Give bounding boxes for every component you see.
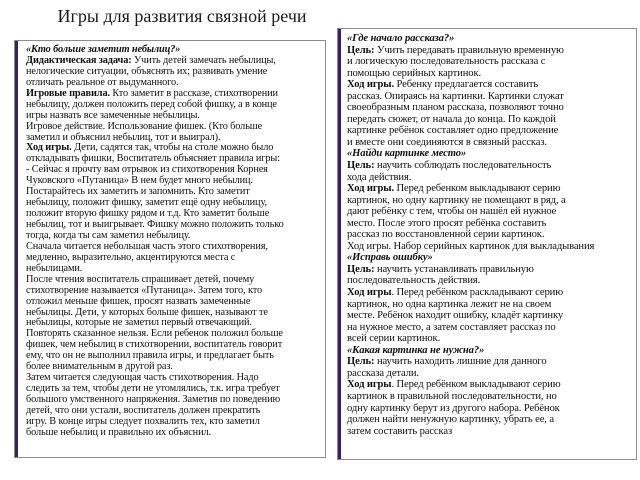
left-text-run: фишек, чем небылиц в стихотворении, воспитатель говорит: [26, 339, 283, 351]
left-text-run: следить за тем, чтобы дети не утомлялись, т.к. игра требует: [26, 383, 280, 395]
left-text-run: небылицы. Дети, у которых больше фишек, называют те: [26, 306, 268, 318]
left-text-run: Постарайтесь их заметить и запомнить. Кто заметит: [26, 186, 250, 198]
right-text-run: дают ребёнку с тем, чтобы он нашёл ей нужное: [347, 206, 557, 218]
right-text-line: [347, 148, 631, 160]
right-text-run: хода действия.: [347, 171, 412, 183]
right-text-line: [347, 68, 631, 80]
right-text-run: рассказ по восстановленной серии картинок.: [347, 229, 545, 241]
right-text-line: [347, 403, 631, 415]
left-text-run: Повторять сказанное нельзя. Если ребенок положил больше: [26, 328, 283, 340]
page-title: Игры для развития связной речи: [57, 6, 307, 26]
left-text-run: Сначала читается небольшая часть этого стихотворения,: [26, 240, 268, 252]
right-text-run: месте. Ребёнок находит ошибку, кладёт картинку: [347, 310, 564, 322]
left-text-run: Дети, садятся так, чтобы на столе можно было: [74, 142, 274, 154]
right-text-line: [347, 56, 631, 68]
right-text-line: [347, 299, 631, 311]
right-heading-run: Ход игры: [347, 287, 392, 299]
left-text-run: детей, что они устали, воспитатель должен прекратить: [26, 404, 261, 416]
left-text-run: небылиц, тот и выигрывает. Фишку можно положить только: [26, 219, 284, 230]
left-text-run: Чуковского «Путаница» В нем будет много небылиц.: [26, 175, 253, 187]
right-text-run: место. После этого просят ребёнка составить: [347, 217, 547, 229]
right-text-run: научить устанавливать правильную: [376, 263, 534, 275]
left-text-run: отложил меньше фишек, просят назвать замеченные: [26, 295, 251, 307]
right-text-line: [347, 206, 631, 218]
left-text-run: игры назвать все замеченные небылицы.: [26, 109, 200, 121]
right-text-line: [347, 91, 631, 103]
right-heading-run: «Исправь ошибку»: [347, 252, 433, 264]
left-text-line: [26, 428, 319, 439]
right-text-run: всей серии картинок.: [347, 333, 441, 345]
right-text-line: [347, 160, 631, 172]
right-text-line: [347, 79, 631, 91]
right-text-line: [347, 426, 631, 438]
right-heading-run: Ход игры.: [347, 183, 397, 195]
page-bottom-margin: [0, 465, 640, 480]
right-text-run: должен найти ненужную картинку, убрать ее, а: [347, 414, 554, 426]
left-heading-run: «Кто больше заметит небылиц?»: [26, 44, 181, 55]
right-text-line: [347, 391, 631, 403]
right-text-run: Перед ребенком выкладывают серию: [396, 183, 561, 195]
left-text-run: Учить детей замечать небылицы,: [134, 54, 276, 66]
right-text-line: [347, 172, 631, 184]
right-text-run: картинок, но одну картинку не помещают в ряд, а: [347, 194, 566, 206]
right-text-line: [347, 102, 631, 114]
right-text-line: [347, 137, 631, 149]
right-text-run: последовательность действия.: [347, 275, 481, 287]
left-text-run: медленно, выразительно, акцентируются места с: [26, 251, 236, 263]
left-text-run: откладывать фишки, Воспитатель объясняет правила игры:: [26, 153, 280, 165]
right-text-line: [347, 218, 631, 230]
left-text-run: Игровое действие. Использование фишек. (Кто больше: [26, 120, 263, 132]
left-text-run: небылицу, должен положить перед собой фишку, а в конце: [26, 98, 277, 110]
right-text-run: . Перед ребёнком раскладывают серию: [391, 287, 563, 299]
right-text-line: [347, 241, 631, 253]
left-text-run: После чтения воспитатель спрашивает детей, почему: [26, 273, 255, 285]
right-card-body: [338, 29, 636, 459]
right-text-line: [347, 310, 631, 322]
right-text-run: на нужное место, а затем составляет рассказ по: [347, 321, 556, 333]
left-text-run: - Сейчас я прочту вам отрывок из стихотворения Корнея: [26, 164, 268, 176]
right-text-run: Ребенку предлагается составить: [396, 79, 539, 91]
right-text-run: одну картинку берут из другого набора. Ребёнок: [347, 402, 560, 414]
right-text-line: [347, 322, 631, 334]
right-text-run: помощью серийных картинок.: [347, 67, 482, 79]
right-text-run: своеобразным планом рассказа, позволяют точно: [347, 102, 564, 114]
left-text-run: нелогические ситуации, объяснять их; развивать умение: [26, 65, 268, 77]
right-text-line: [347, 356, 631, 368]
right-text-line: [347, 333, 631, 345]
right-text-run: затем составить рассказ: [347, 425, 453, 437]
right-text-line: [347, 368, 631, 380]
right-text-run: Учить передавать правильную временную: [376, 44, 564, 56]
left-text-run: более внимательным в другой раз.: [26, 361, 173, 373]
right-heading-run: Ход игры: [347, 379, 392, 391]
right-game-card: [337, 28, 637, 460]
right-heading-run: «Какая картинка не нужна?»: [347, 344, 485, 356]
left-text-run: больше небылиц и правильно их объяснил.: [26, 426, 211, 438]
right-text-run: картинок в правильной последовательности, но: [347, 390, 557, 402]
left-text-run: небылицы, которые не заметил первый отвечающий.: [26, 317, 252, 329]
left-text-run: небылицу, положит фишку, заметит ещё одну небылицу,: [26, 197, 267, 209]
right-text-line: [347, 195, 631, 207]
left-game-card: [14, 40, 326, 458]
right-text-line: [347, 183, 631, 195]
right-heading-run: Цель:: [347, 356, 377, 368]
left-text-run: тогда, когда ты сам заметил небылицу.: [26, 229, 191, 241]
left-heading-run: Дидактическая задача:: [26, 54, 134, 66]
right-heading-run: Цель:: [347, 160, 377, 172]
left-text-run: положит вторую фишку рядом и т.д. Кто заметит больше: [26, 208, 270, 220]
right-text-line: [347, 114, 631, 126]
right-text-line: [347, 252, 631, 264]
right-text-line: [347, 229, 631, 241]
right-card-text: [347, 33, 631, 437]
right-text-run: и вместе они соединяются в связный рассказ.: [347, 136, 547, 148]
right-text-run: . Перед ребёнком выкладывают серию: [391, 379, 561, 391]
right-heading-run: Ход игры.: [347, 79, 397, 91]
left-heading-run: Игровые правила.: [26, 87, 113, 99]
right-text-run: рассказ. Опираясь на картинки. Картинки служат: [347, 90, 564, 102]
right-heading-run: «Где начало рассказа?»: [347, 33, 455, 44]
right-text-line: [347, 287, 631, 299]
left-heading-run: Ход игры.: [26, 142, 75, 154]
right-text-run: картинке ребёнок составляет одно предложение: [347, 125, 559, 137]
right-text-line: [347, 45, 631, 57]
right-text-line: [347, 33, 631, 45]
right-text-line: [347, 379, 631, 391]
left-text-run: Кто заметит в рассказе, стихотворении: [112, 87, 278, 99]
right-text-run: и логическую последовательность рассказа с: [347, 56, 546, 68]
right-heading-run: Цель:: [347, 263, 377, 275]
left-text-run: игру. В конце игры следует похвалить тех, кто заметил: [26, 415, 260, 427]
right-text-run: картинок, но одна картинка лежит не на своем: [347, 298, 552, 310]
right-text-line: [347, 264, 631, 276]
left-text-run: Затем читается следующая часть стихотворения. Надо: [26, 372, 259, 384]
right-text-run: рассказа детали.: [347, 367, 419, 379]
left-text-run: заметил и объяснил небылиц, тот и выиграл).: [26, 131, 221, 143]
left-text-run: стихотворение называется «Путаница». Затем того, кто: [26, 284, 262, 296]
right-text-line: [347, 345, 631, 357]
right-text-line: [347, 414, 631, 426]
left-text-run: большого умственного напряжения. Заметив по поведению: [26, 394, 281, 405]
right-heading-run: «Найди картинке место»: [347, 148, 467, 160]
right-heading-run: Цель:: [347, 44, 377, 56]
left-card-text: [26, 45, 319, 439]
left-text-run: отличать реальное от выдуманного.: [26, 76, 179, 88]
right-text-run: Ход игры. Набор серийных картинок для выкладывания: [347, 240, 595, 252]
right-text-run: передать сюжет, от начала до конца. По каждой: [347, 113, 556, 125]
left-text-run: ему, что он не выполнил правила игры, и предлагает быть: [26, 350, 274, 362]
right-text-line: [347, 125, 631, 137]
right-text-run: научить находить лишние для данного: [376, 356, 547, 368]
left-text-run: небылицами.: [26, 262, 83, 274]
right-text-line: [347, 275, 631, 287]
left-card-body: [15, 41, 325, 457]
right-text-run: научить соблюдать последовательность: [376, 160, 552, 172]
